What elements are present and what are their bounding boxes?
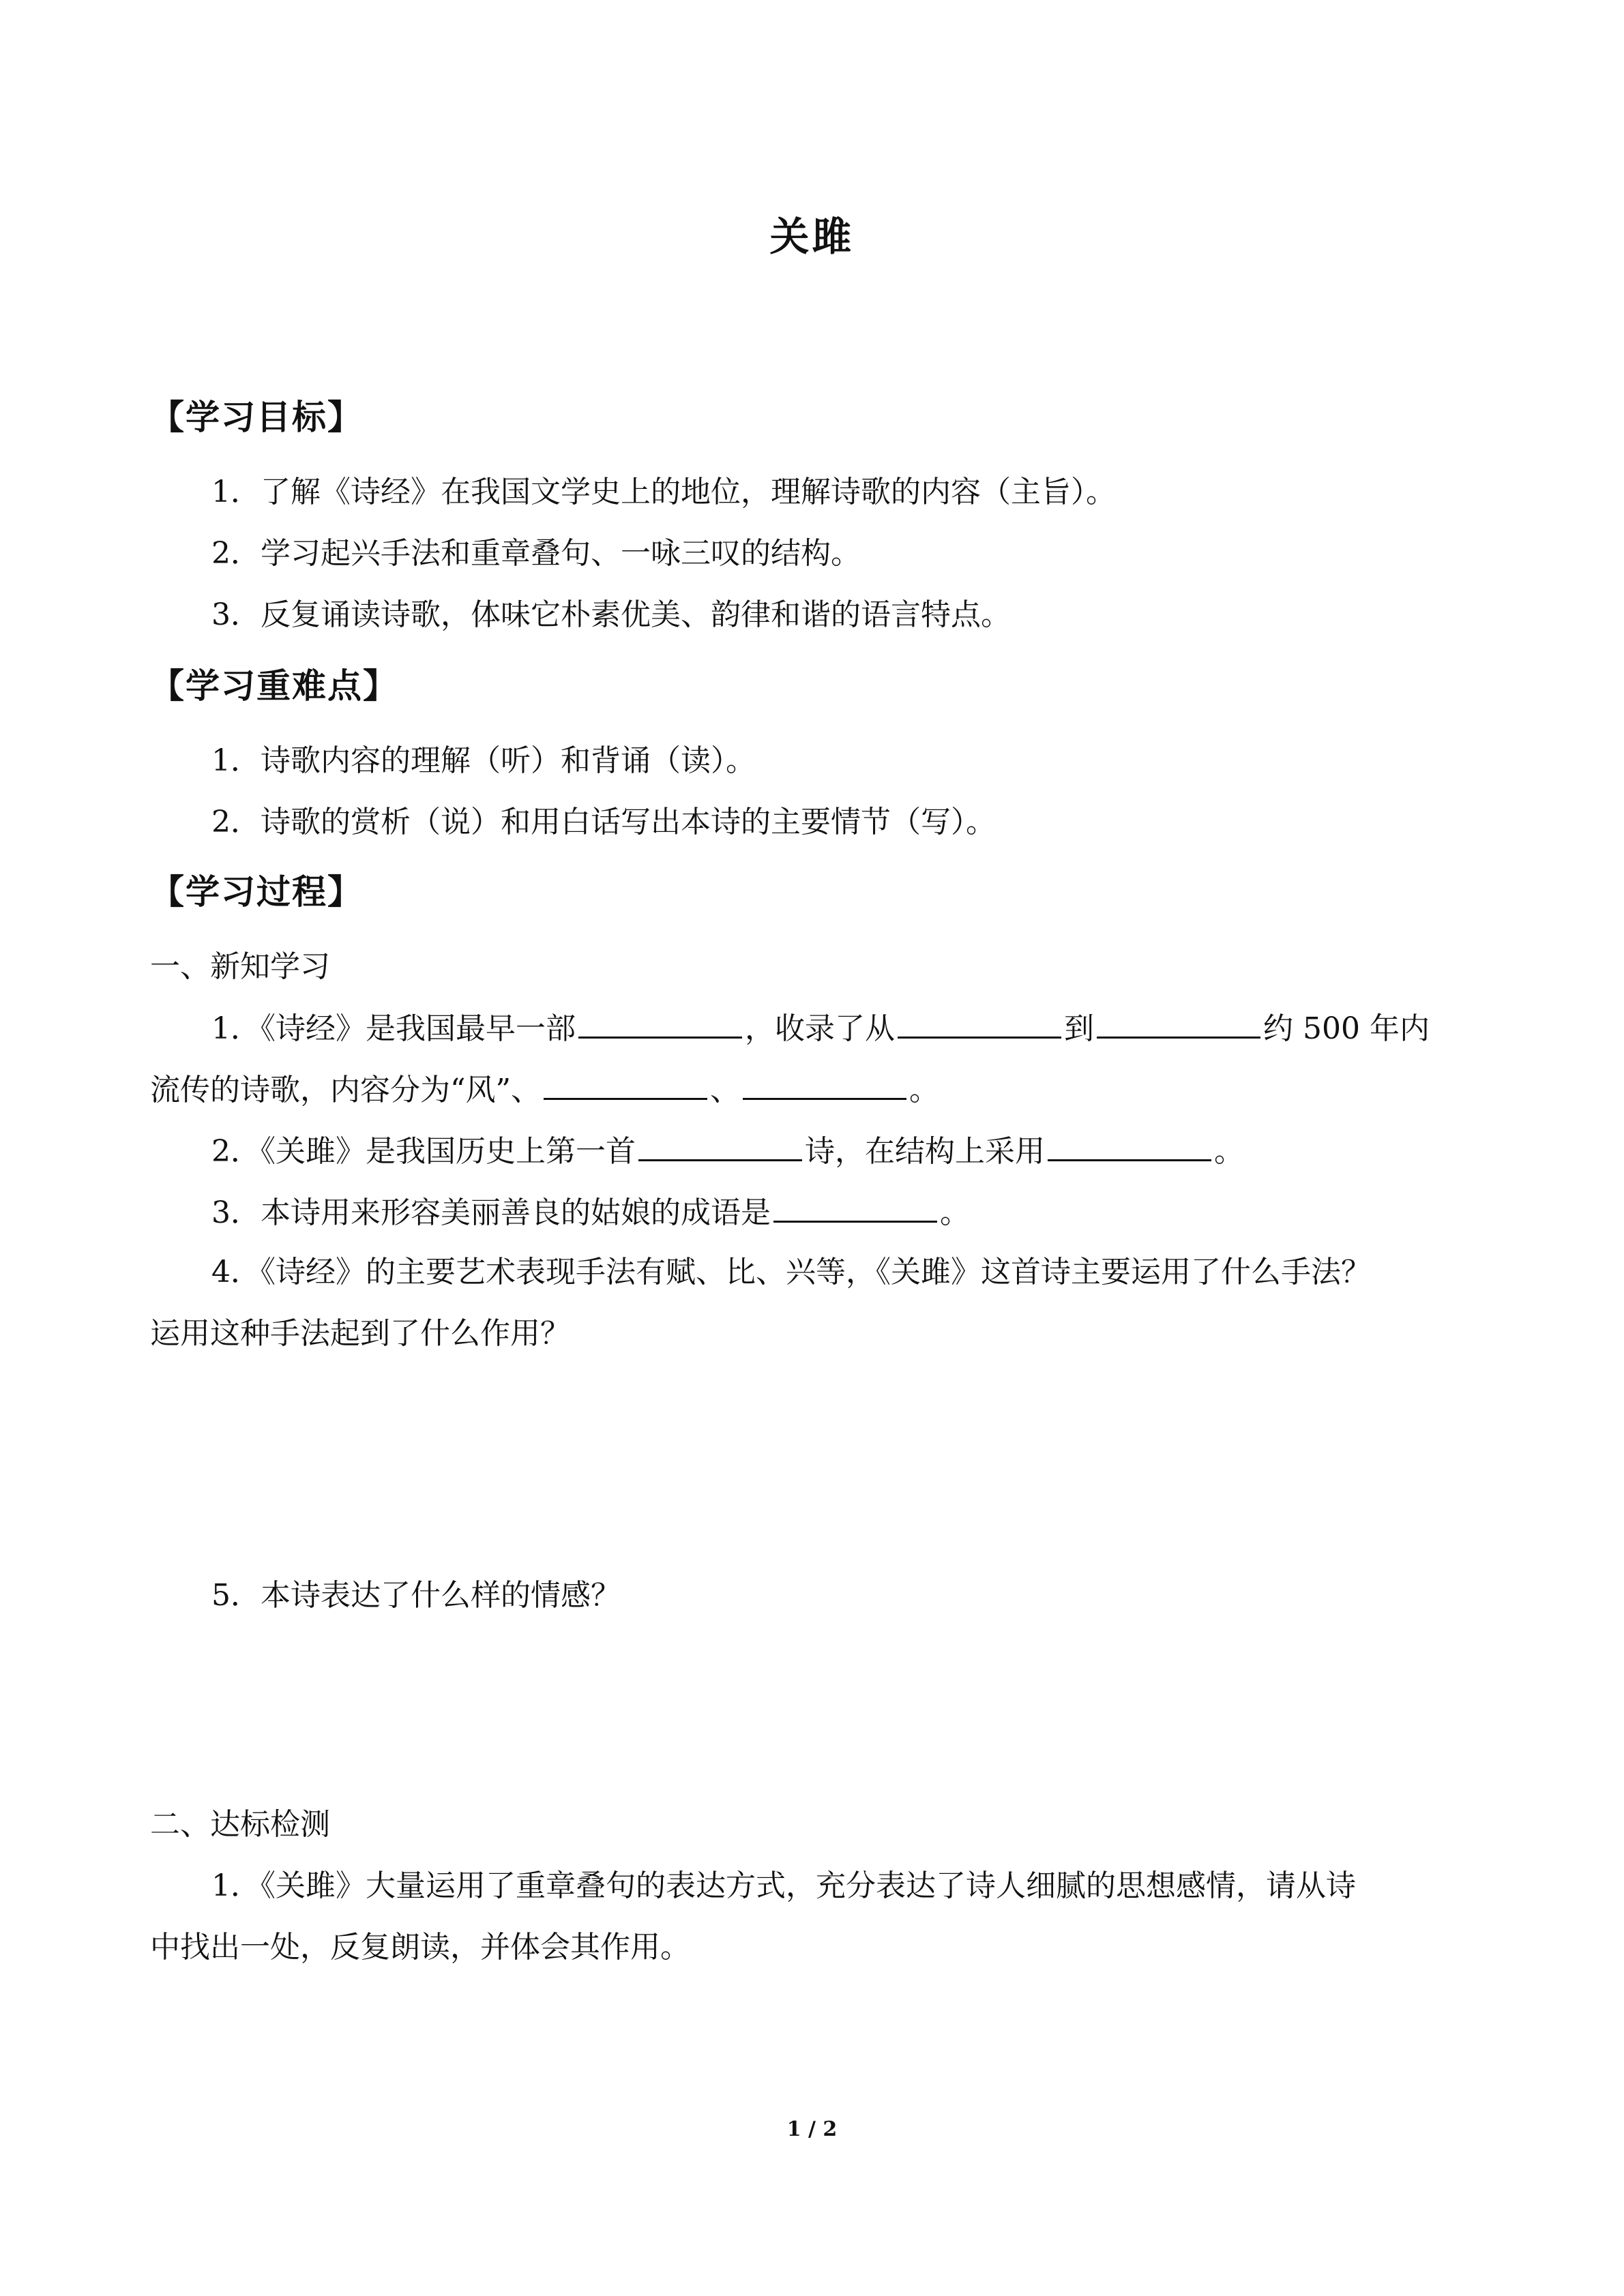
part1-title: 一、新知学习 <box>150 949 330 984</box>
check-1-line-2: 中找出一处，反复朗读，并体会其作用。 <box>150 1930 690 1965</box>
question-4-line-1: 4．《诗经》的主要艺术表现手法有赋、比、兴等，《关雎》这首诗主要运用了什么手法？ <box>211 1255 1371 1289</box>
part2-title: 二、达标检测 <box>150 1807 330 1842</box>
q1-text-c: 到 <box>1064 1011 1094 1046</box>
answer-blank[interactable] <box>1048 1129 1211 1161</box>
question-2 <box>211 1129 1244 1172</box>
q3-text-a: 3．本诗用来形容美丽善良的姑娘的成语是 <box>211 1195 771 1230</box>
answer-blank[interactable] <box>773 1191 937 1223</box>
answer-blank[interactable] <box>638 1129 802 1161</box>
goals-heading: 【学习目标】 <box>150 398 363 437</box>
q1-text-a: 1．《诗经》是我国最早一部 <box>211 1011 576 1046</box>
q1-text-b: ，收录了从 <box>745 1011 895 1046</box>
question-4-line-2: 运用这种手法起到了什么作用？ <box>150 1316 570 1351</box>
question-1-line-1 <box>211 1007 1430 1049</box>
goal-item-3: 3．反复诵读诗歌，体味它朴素优美、韵律和谐的语言特点。 <box>211 597 1011 632</box>
page-number: 1 / 2 <box>786 2117 838 2141</box>
q1-line2-text-a: 流传的诗歌，内容分为“风”、 <box>150 1073 541 1107</box>
question-3 <box>211 1191 970 1234</box>
focus-item-2: 2．诗歌的赏析（说）和用白话写出本诗的主要情节（写）。 <box>211 805 996 839</box>
q2-text-c: 。 <box>1214 1134 1244 1169</box>
q2-text-a: 2．《关雎》是我国历史上第一首 <box>211 1134 636 1169</box>
answer-blank[interactable] <box>578 1007 742 1039</box>
answer-blank[interactable] <box>898 1007 1061 1039</box>
answer-blank[interactable] <box>743 1068 906 1100</box>
goal-item-2: 2．学习起兴手法和重章叠句、一咏三叹的结构。 <box>211 536 861 571</box>
q2-text-b: 诗，在结构上采用 <box>805 1134 1045 1169</box>
q1-line2-text-b: 、 <box>710 1073 740 1107</box>
q3-text-b: 。 <box>940 1195 970 1230</box>
page-title: 关雎 <box>769 213 855 260</box>
focus-item-1: 1．诗歌内容的理解（听）和背诵（读）。 <box>211 743 756 778</box>
process-heading: 【学习过程】 <box>150 872 363 912</box>
check-1-line-1: 1．《关雎》大量运用了重章叠句的表达方式，充分表达了诗人细腻的思想感情，请从诗 <box>211 1868 1356 1903</box>
goal-item-1: 1．了解《诗经》在我国文学史上的地位，理解诗歌的内容（主旨）。 <box>211 475 1116 509</box>
q1-text-d: 约 500 年内 <box>1263 1011 1430 1046</box>
answer-blank[interactable] <box>544 1068 707 1100</box>
q1-line2-text-c: 。 <box>909 1073 939 1107</box>
question-5: 5．本诗表达了什么样的情感？ <box>211 1578 621 1613</box>
question-1-line-2 <box>150 1068 939 1111</box>
answer-blank[interactable] <box>1097 1007 1260 1039</box>
focus-heading: 【学习重难点】 <box>150 666 398 706</box>
